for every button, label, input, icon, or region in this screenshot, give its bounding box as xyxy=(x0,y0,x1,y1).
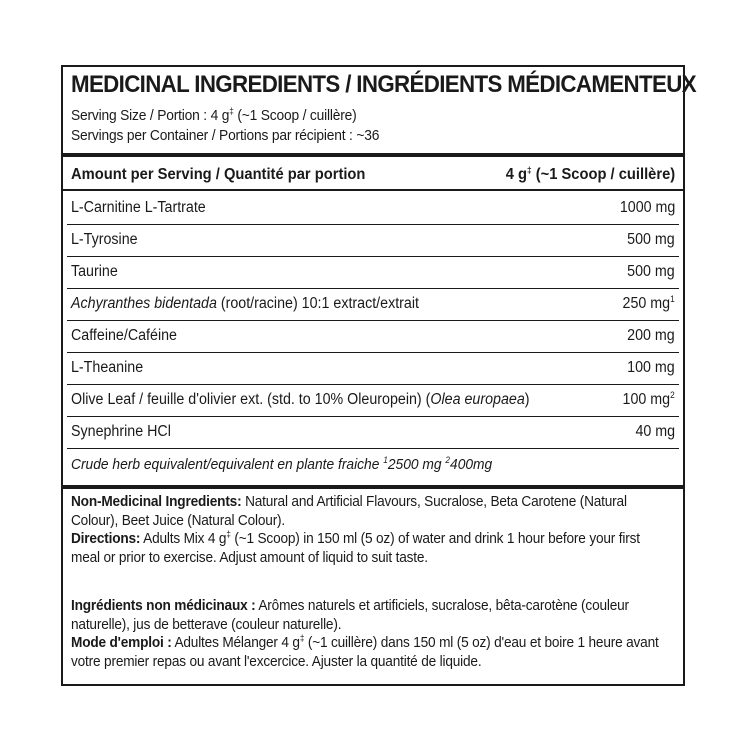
ingredient-row xyxy=(71,193,675,223)
non-medicinal-text: Natural and Artificial Flavours, Sucralose, Beta Carotene (Natural Colour), Beet Juice (Natural Colour). xyxy=(71,493,627,529)
footnote-mark-1: 1 xyxy=(383,455,388,465)
servings-per-container: Servings per Container / Portions par récipient : ~36 xyxy=(71,127,380,144)
ingredient-name: L-Carnitine L-Tartrate xyxy=(71,199,206,216)
footnote-text: Crude herb equivalent/equivalent en plante fraiche xyxy=(71,456,384,473)
directions-fr-text-b: (~1 cuillère) dans 150 ml (5 oz) d'eau et boire 1 heure avant votre premier repas ou avant l'excercice. Ajuster la quantité de liquide. xyxy=(71,634,659,670)
directions-fr-label: Mode d'emploi : xyxy=(71,634,172,651)
row-divider xyxy=(67,448,679,449)
ingredient-amount: 1000 mg xyxy=(619,199,675,216)
directions-text-a: Adults Mix 4 g xyxy=(140,530,227,547)
ingredient-amount-value: 100 mg xyxy=(622,391,671,408)
header-right-a: 4 g xyxy=(505,166,527,183)
ingredient-row xyxy=(71,225,675,255)
english-section xyxy=(71,493,672,567)
non-medicinal-label: Non-Medicinal Ingredients: xyxy=(71,493,242,510)
header-right-mark: ‡ xyxy=(526,165,532,175)
serving-size xyxy=(71,107,357,124)
ingredient-row xyxy=(71,353,675,383)
ingredient-amount-value: 250 mg xyxy=(622,295,671,312)
ingredient-amount: 500 mg xyxy=(627,231,675,248)
directions-label: Directions: xyxy=(71,530,141,547)
ingredient-note: 1 xyxy=(670,294,675,304)
non-medicinal-fr-label: Ingrédients non médicinaux : xyxy=(71,597,256,614)
panel-title: MEDICINAL INGREDIENTS / INGRÉDIENTS MÉDICAMENTEUX xyxy=(71,71,696,98)
french-section xyxy=(71,597,672,671)
footnote-value-1: 2500 mg xyxy=(387,456,446,473)
ingredient-name-rest: (root/racine) 10:1 extract/extrait xyxy=(216,295,419,312)
divider-header xyxy=(63,189,683,191)
ingredient-name: L-Tyrosine xyxy=(71,231,138,248)
directions-fr-text-a: Adultes Mélanger 4 g xyxy=(171,634,300,651)
ingredient-name xyxy=(71,295,419,313)
ingredient-amount: 500 mg xyxy=(627,263,675,280)
directions-mark: ‡ xyxy=(226,529,231,539)
ingredient-amount: 100 mg xyxy=(627,359,675,376)
amount-header-row xyxy=(71,160,675,190)
ingredient-amount: 200 mg xyxy=(627,327,675,344)
non-medicinal-ingredients-fr xyxy=(71,597,672,634)
ingredient-name: Taurine xyxy=(71,263,118,280)
ingredient-amount: 40 mg xyxy=(635,423,675,440)
ingredient-note: 2 xyxy=(670,390,675,400)
serving-size-mark: ‡ xyxy=(229,106,234,116)
ingredient-name: Synephrine HCl xyxy=(71,423,171,440)
directions-fr-mark: ‡ xyxy=(299,633,305,643)
footnote-value-2: 400mg xyxy=(450,456,493,473)
directions xyxy=(71,530,672,567)
serving-size-rest: (~1 Scoop / cuillère) xyxy=(233,107,357,124)
divider-thick xyxy=(63,485,683,489)
ingredient-row xyxy=(71,289,675,319)
amount-header-label: Amount per Serving / Quantité par portion xyxy=(71,166,366,183)
ingredient-latin-name: Achyranthes bidentada xyxy=(71,295,217,312)
ingredient-name: L-Theanine xyxy=(71,359,144,376)
ingredient-row xyxy=(71,321,675,351)
directions-fr xyxy=(71,634,672,671)
non-medicinal-ingredients xyxy=(71,493,672,530)
ingredient-amount xyxy=(623,391,675,409)
ingredient-amount xyxy=(623,295,675,313)
ingredient-name-pre: Olive Leaf / feuille d'olivier ext. (std. to 10% Oleuropein) ( xyxy=(71,391,431,408)
ingredient-name xyxy=(71,391,530,409)
ingredient-name: Caffeine/Caféine xyxy=(71,327,177,344)
ingredient-name-post: ) xyxy=(524,391,530,408)
ingredient-row xyxy=(71,417,675,447)
ingredients-panel xyxy=(61,65,696,686)
directions-text-b: (~1 Scoop) in 150 ml (5 oz) of water and drink 1 hour before your first meal or prior to exercise. Adjust amount of liquid to suit taste. xyxy=(71,530,640,566)
divider-thick xyxy=(63,153,683,157)
amount-header-value xyxy=(506,166,675,184)
crude-herb-footnote xyxy=(71,456,492,473)
serving-size-label: Serving Size / Portion : 4 g xyxy=(71,107,230,124)
non-medicinal-fr-text: Arômes naturels et artificiels, sucralose, bêta-carotène (couleur naturelle), jus de betterave (couleur naturelle). xyxy=(71,597,629,633)
header-right-b: (~1 Scoop / cuillère) xyxy=(531,166,675,183)
ingredient-row xyxy=(71,257,675,287)
footnote-mark-2: 2 xyxy=(445,455,451,465)
ingredient-row xyxy=(71,385,675,415)
ingredient-latin-name: Olea europaea xyxy=(430,391,525,408)
